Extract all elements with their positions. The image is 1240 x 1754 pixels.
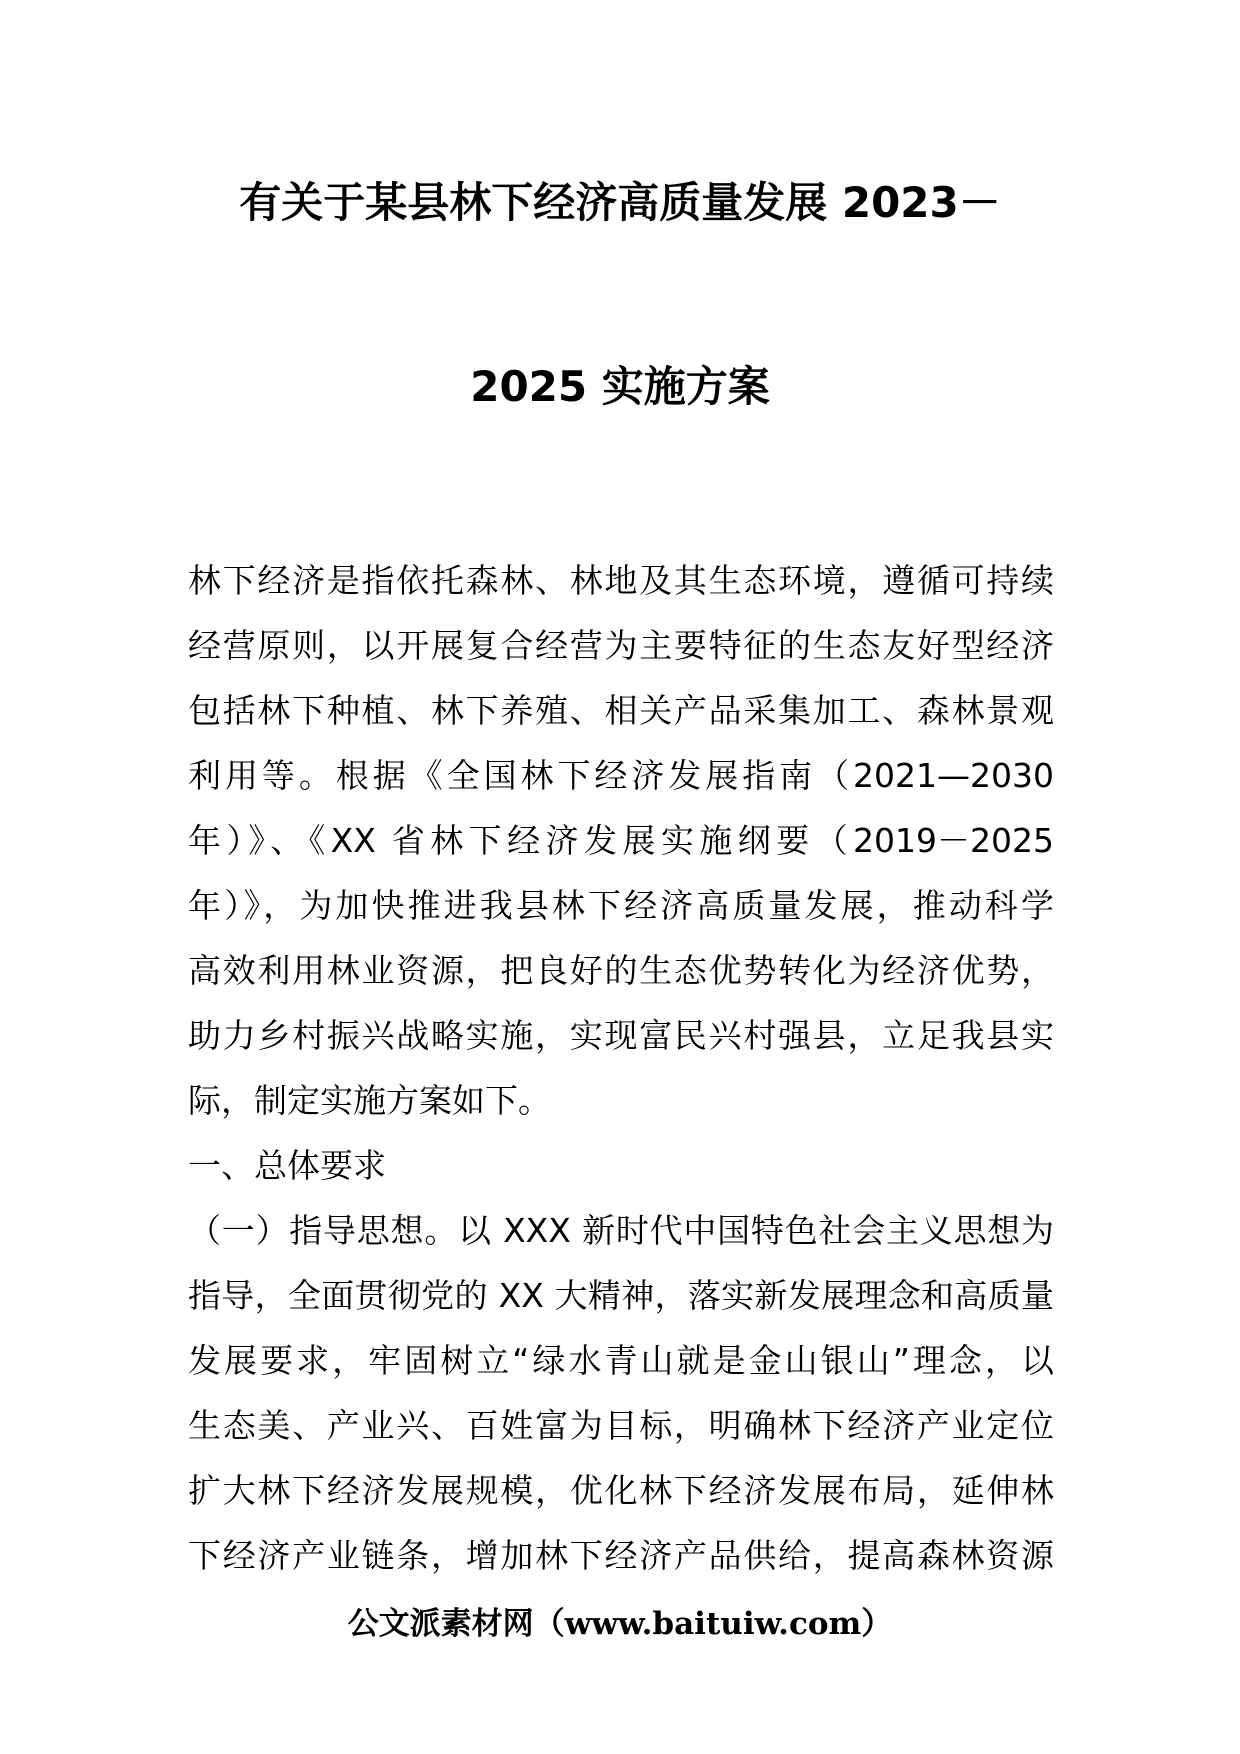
footer-source-text: 公文派素材网（www.baituiw.com） — [347, 1606, 893, 1642]
body-text-line: 际，制定实施方案如下。 — [188, 1081, 551, 1120]
body-text-line: 一、总体要求 — [188, 1146, 386, 1185]
body-text-line: 包括林下种植、林下养殖、相关产品采集加工、森林景观 — [188, 691, 1054, 730]
body-text-line: 扩大林下经济发展规模，优化林下经济发展布局，延伸林 — [188, 1471, 1054, 1510]
body-text-line: 发展要求，牢固树立“绿水青山就是金山银山”理念，以 — [188, 1341, 1054, 1380]
body-text-line: 年）》、《XX 省林下经济发展实施纲要（2019－2025 — [188, 821, 1054, 860]
body-text-line: 下经济产业链条，增加林下经济产品供给，提高森林资源 — [188, 1536, 1054, 1575]
body-text-line: 林下经济是指依托森林、林地及其生态环境，遵循可持续 — [188, 561, 1054, 600]
body-text-line: 生态美、产业兴、百姓富为目标，明确林下经济产业定位 — [188, 1406, 1054, 1445]
body-text-line: 助力乡村振兴战略实施，实现富民兴村强县，立足我县实 — [188, 1016, 1054, 1055]
body-text-line: 利用等。根据《全国林下经济发展指南（2021—2030 — [188, 756, 1054, 795]
body-text-line: （一）指导思想。以 XXX 新时代中国特色社会主义思想为 — [188, 1211, 1054, 1250]
body-text-line: 指导，全面贯彻党的 XX 大精神，落实新发展理念和高质量 — [188, 1276, 1054, 1315]
document-body — [188, 548, 1054, 1588]
body-text-line: 高效利用林业资源，把良好的生态优势转化为经济优势， — [188, 951, 1054, 990]
document-title-line-1: 有关于某县林下经济高质量发展 2023－ — [239, 178, 1001, 227]
body-text-line: 年）》，为加快推进我县林下经济高质量发展，推动科学 — [188, 886, 1054, 925]
body-text-line: 经营原则，以开展复合经营为主要特征的生态友好型经济 — [188, 626, 1054, 665]
document-title-line-2: 2025 实施方案 — [470, 362, 770, 411]
